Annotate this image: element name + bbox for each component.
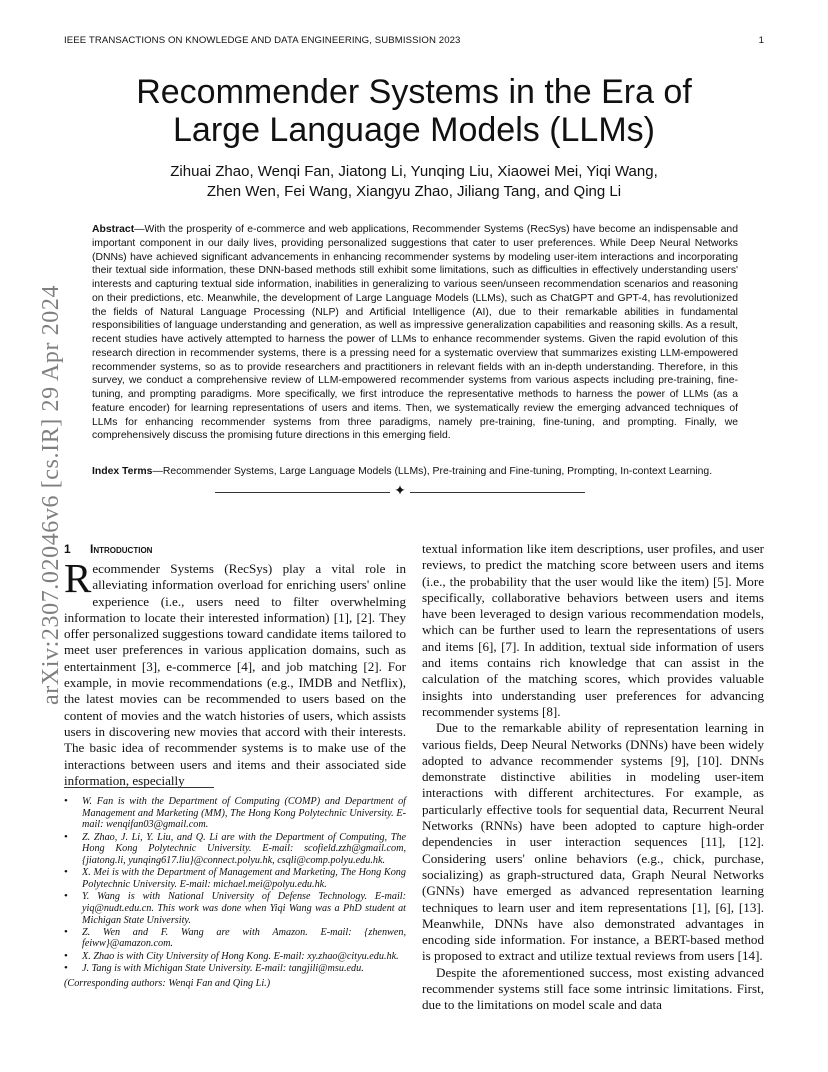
footnote-item: • X. Mei is with the Department of Management and Marketing, The Hong Kong Polytechnic University. E-mail: michael.mei@polyu.edu.hk. [64, 867, 406, 890]
intro-paragraph-1 [64, 555, 406, 789]
section-number: 1 [64, 542, 71, 556]
footnote-item: • X. Zhao is with City University of Hong Kong. E-mail: xy.zhao@cityu.edu.hk. [64, 951, 406, 963]
arxiv-stamp-text: arXiv:2307.02046v6 [cs.IR] 29 Apr 2024 [38, 284, 64, 705]
authors-line-1: Zihuai Zhao, Wenqi Fan, Jiatong Li, Yunqing Liu, Xiaowei Mei, Yiqi Wang, [170, 163, 658, 180]
page-number: 1 [758, 35, 764, 46]
intro-paragraph-1-text: ecommender Systems (RecSys) play a vital role in alleviating information overload for enriching users' online experience (i.e., users need to filter overwhelming information to locate their interested information) [1], [2]. They offer personalized suggestions toward candidate items tailored to meet user preferences in various application domains, such as entertainment [3], e-commerce [4], and job matching [2]. For example, in movie recommendations (e.g., IMDB and Netflix), the latest movies can be recommended to users based on the content of movies and the watch histories of users, which assists users in discovering new movies that accord with their interests. The basic idea of recommender systems is to make use of the interactions between users and items and their associated side information, especially [64, 561, 406, 788]
right-paragraph-2: Due to the remarkable ability of representation learning in various fields, Deep Neural Networks (DNNs) have been widely adopted to advance recommender systems [9], [10]. DNNs demonstrate distinctive abilities in modeling user-item interactions with different architectures. For example, as particularly effective tools for sequential data, Recurrent Neural Networks (RNNs) have been adopted to capture high-order dependencies in user interaction sequences [11], [12]. Considering users' online behaviors (e.g., chick, purchase, socializing) as graph-structured data, Graph Neural Networks (GNNs) have emerged as advanced representation learning techniques to learn user and item representations [1], [6], [13]. Meanwhile, DNNs have also demonstrated advantages in encoding side information. For instance, a BERT-based method is proposed to extract and utilize textual reviews from users [14]. [422, 720, 764, 964]
footnote-item: • Z. Wen and F. Wang are with Amazon. E-mail: {zhenwen, feiww}@amazon.com. [64, 927, 406, 950]
index-terms-label: Index Terms [92, 466, 153, 477]
footnotes [64, 796, 406, 989]
right-paragraph-3: Despite the aforementioned success, most existing advanced recommender systems still face some intrinsic limitations. First, due to the limitations on model scale and data [422, 964, 764, 1013]
footnote-item: • Y. Wang is with National University of Defense Technology. E-mail: yiq@nudt.edu.cn. This work was done when Yiqi Wang was a PhD student at Michigan State University. [64, 891, 406, 926]
author-list [64, 162, 764, 202]
divider-line-right [410, 492, 585, 493]
abstract-label: Abstract [92, 224, 135, 235]
title-line-2: Large Language Models (LLMs) [173, 111, 655, 149]
drop-cap: R [64, 555, 92, 601]
footnote-item: • J. Tang is with Michigan State University. E-mail: tangjili@msu.edu. [64, 963, 406, 975]
running-header: IEEE TRANSACTIONS ON KNOWLEDGE AND DATA ENGINEERING, SUBMISSION 2023 [64, 35, 461, 46]
section-title: Introduction [90, 542, 153, 556]
right-paragraph-1: textual information like item descriptions, user profiles, and user reviews, to predict the matching score between users and items (i.e., the probability that the user would like the item) [5]. More specifically, collaborative behaviors between users and items have been leveraged to design various recommendation models, which can be further used to learn the representations of users and items [6], [7]. In addition, textual side information of users and items contains rich knowledge that can assist in the calculation of the matching scores, which provides valuable insights into understanding user preferences for advancing recommender systems [8]. [422, 541, 764, 719]
corresponding-authors: (Corresponding authors: Wenqi Fan and Qing Li.) [64, 977, 271, 989]
divider-star-icon: ✦ [394, 484, 406, 499]
abstract [92, 223, 738, 443]
title-line-1: Recommender Systems in the Era of [136, 73, 692, 111]
footnote-list [64, 796, 406, 975]
footnote-item: • W. Fan is with the Department of Computing (COMP) and Department of Management and Marketing (MM), The Hong Kong Polytechnic University. E-mail: wenqifan03@gmail.com. [64, 796, 406, 831]
left-column [64, 541, 406, 789]
section-divider [215, 485, 585, 499]
paper-title [64, 73, 764, 149]
authors-line-2: Zhen Wen, Fei Wang, Xiangyu Zhao, Jiliang Tang, and Qing Li [206, 183, 622, 200]
index-terms-text: —Recommender Systems, Large Language Models (LLMs), Pre-training and Fine-tuning, Prompting, In-context Learning. [152, 466, 713, 477]
right-column [422, 541, 764, 1014]
divider-line-left [215, 492, 390, 493]
index-terms [92, 465, 738, 479]
footnote-rule [64, 787, 214, 788]
abstract-text: —With the prosperity of e-commerce and web applications, Recommender Systems (RecSys) have become an indispensable and important component in our daily lives, providing personalized suggestions that cater to user preferences. While Deep Neural Networks (DNNs) have achieved significant advancements in enhancing recommender systems by modeling user-item interactions and incorporating their textual side information, these DNN-based methods still exhibit some limitations, such as difficulties in effectively understanding users' interests and capturing textual side information, inabilities in generalizing to various seen/unseen recommendation scenarios and reasoning on their predictions, etc. Meanwhile, the development of Large Language Models (LLMs), such as ChatGPT and GPT-4, has revolutionized the fields of Natural Language Processing (NLP) and Artificial Intelligence (AI), due to their remarkable abilities in fundamental responsibilities of language understanding and generation, as well as impressive generalization capabilities and reasoning skills. As a result, recent studies have actively attempted to harness the power of LLMs to enhance recommender systems. Given the rapid evolution of this research direction in recommender systems, there is a pressing need for a systematic overview that summarizes existing LLM-empowered recommender systems, so as to provide researchers and practitioners in relevant fields with an in-depth understanding. Therefore, in this survey, we conduct a comprehensive review of LLM-empowered recommender systems from various aspects including pre-training, fine-tuning, and prompting paradigms. More specifically, we first introduce the representative methods to harness the power of LLMs (as a feature encoder) for learning representations of users and items. Then, we systematically review the emerging advanced techniques of LLMs for enhancing recommender systems from three paradigms, namely pre-training, fine-tuning, and prompting. Finally, we comprehensively discuss the promising future directions in this emerging field. [92, 224, 738, 442]
footnote-item: • Z. Zhao, J. Li, Y. Liu, and Q. Li are with the Department of Computing, The Hong Kong Polytechnic University. E-mail: scofield.zzh@gmail.com, {jiatong.li, yunqing617.liu}@connect.polyu.hk, csqli@comp.polyu.edu.hk. [64, 832, 406, 867]
section-heading [64, 541, 406, 557]
